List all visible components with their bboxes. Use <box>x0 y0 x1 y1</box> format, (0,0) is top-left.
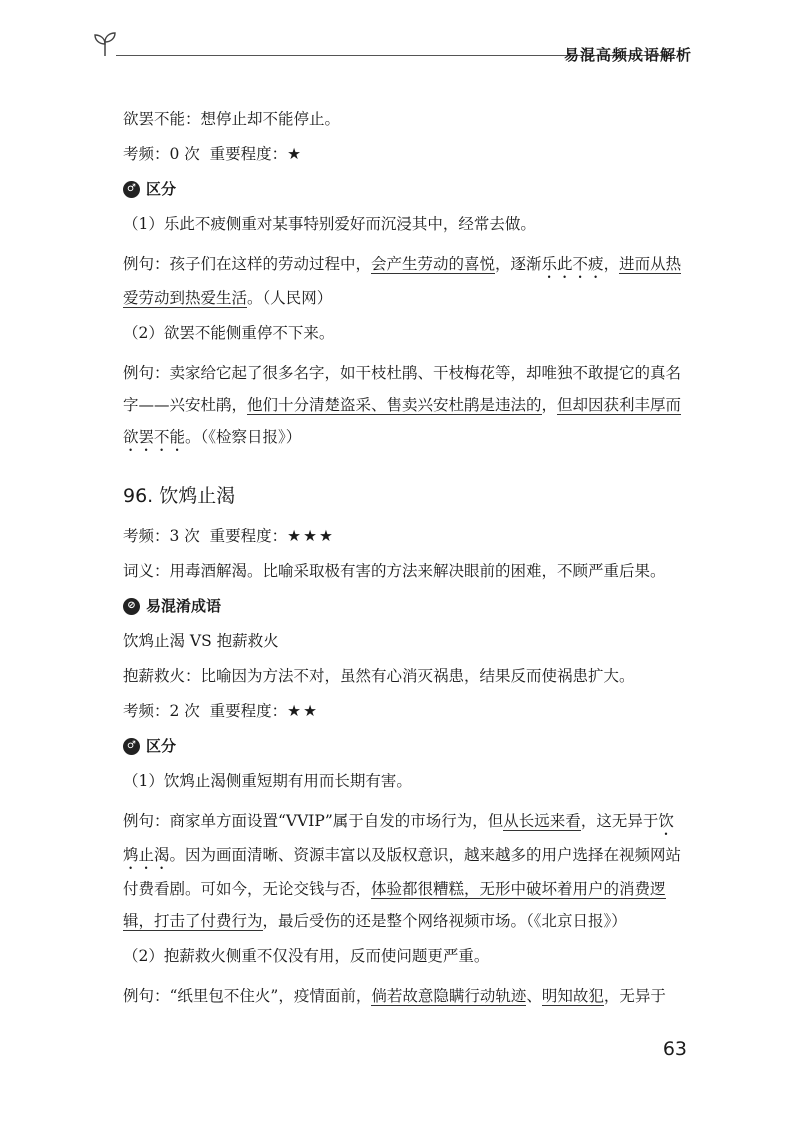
example-text: 。（《检察日报》） <box>185 428 302 446</box>
point-2: （2）欲罢不能侧重停不下来。 <box>123 324 335 342</box>
other-frequency-line <box>123 700 688 722</box>
importance-label: 重要程度： <box>209 527 288 545</box>
importance-label: 重要程度： <box>209 145 288 163</box>
example-text: 例句：孩子们在这样的劳动过程中， <box>123 255 372 273</box>
distinguish-icon: ♂ <box>123 738 140 755</box>
underlined-text: 体验都很糟糕，无形中破坏着用户的消费逻辑，打击了付费行为 <box>123 880 666 930</box>
importance-stars: ★ <box>287 145 304 163</box>
distinguish-heading <box>123 735 688 757</box>
underlined-text: 会产生劳动的喜悦 <box>371 255 496 273</box>
distinguish-icon: ♂ <box>123 181 140 198</box>
underlined-text: 从长远来看 <box>503 812 581 830</box>
example-text: 例句：商家单方面设置“VVIP”属于自发的市场行为，但 <box>123 812 504 830</box>
confusable-heading-text: 易混淆成语 <box>146 597 222 615</box>
example-1 <box>123 805 688 937</box>
distinguish-heading-text: 区分 <box>146 180 177 198</box>
underlined-text: 明知故犯 <box>541 987 604 1005</box>
example-text: 、 <box>526 987 542 1005</box>
page-content <box>123 108 688 1020</box>
importance-label: 重要程度： <box>209 702 288 720</box>
example-text: ， <box>541 396 558 414</box>
example-text: ，无异于 <box>603 987 666 1005</box>
example-text: ，这无异于 <box>580 812 659 830</box>
importance-stars: ★★ <box>287 702 319 720</box>
example-text: 例句：卖家给它起了很多名字，如干枝杜鹃、干枝梅花等，却唯独不敢提它的真名字——兴安杜鹃， <box>123 364 682 414</box>
underlined-text: 但却因获利丰厚而 <box>557 396 682 414</box>
underlined-text: 他们十分清楚盗采、售卖兴安杜鹃是违法的 <box>247 396 542 414</box>
underlined-text: 倘若故意隐瞒行动轨迹 <box>371 987 527 1005</box>
emphasized-idiom: 乐此不疲 <box>541 255 604 273</box>
example-text: ， <box>603 255 620 273</box>
point-2: （2）抱薪救火侧重不仅没有用，反而使问题更严重。 <box>123 947 490 965</box>
distinguish-heading-text: 区分 <box>146 737 177 755</box>
example-text: 。（人民网） <box>247 289 333 307</box>
point-1: （1）饮鸩止渴侧重短期有用而长期有害。 <box>123 772 412 790</box>
underlined-text: 进而从热爱劳动到热爱生活 <box>123 255 682 307</box>
example-1 <box>123 248 688 314</box>
frequency-line <box>123 525 688 547</box>
freq-label: 考频：0 次 <box>123 145 200 163</box>
example-2 <box>123 980 688 1012</box>
frequency-line <box>123 143 688 165</box>
other-definition: 抱薪救火：比喻因为方法不对，虽然有心消灭祸患，结果反而使祸患扩大。 <box>123 667 635 685</box>
example-text: ，最后受伤的还是整个网络视频市场。（《北京日报》） <box>262 912 627 930</box>
point-1: （1）乐此不疲侧重对某事特别爱好而沉浸其中，经常去做。 <box>123 215 536 233</box>
page-number: 63 <box>662 1038 687 1060</box>
freq-label: 考频：2 次 <box>123 702 200 720</box>
distinguish-heading <box>123 178 688 200</box>
example-text: 例句：“纸里包不住火”，疫情面前， <box>123 987 372 1005</box>
header-title: 易混高频成语解析 <box>563 46 692 64</box>
entry-title: 96. 饮鸩止渴 <box>123 485 236 507</box>
example-2 <box>123 357 688 455</box>
importance-stars: ★★★ <box>287 527 335 545</box>
confusable-icon: ⊘ <box>123 598 140 615</box>
emphasized-idiom: 饮鸩止渴 <box>123 812 674 864</box>
freq-label: 考频：3 次 <box>123 527 200 545</box>
page-header <box>0 0 800 80</box>
confusable-heading <box>123 595 688 617</box>
idiom-pair: 饮鸩止渴 VS 抱薪救火 <box>123 632 279 650</box>
emphasized-idiom: 欲罢不能 <box>123 428 186 446</box>
example-text: 。因为画面清晰、资源丰富以及版权意识，越来越多的用户选择在视频网站付费看剧。可如今，无论交钱与否， <box>123 846 682 898</box>
definition: 欲罢不能：想停止却不能停止。 <box>123 110 341 128</box>
sprout-icon <box>92 30 118 58</box>
meaning: 词义：用毒酒解渴。比喻采取极有害的方法来解决眼前的困难，不顾严重后果。 <box>123 562 666 580</box>
example-text: ，逐渐 <box>495 255 542 273</box>
